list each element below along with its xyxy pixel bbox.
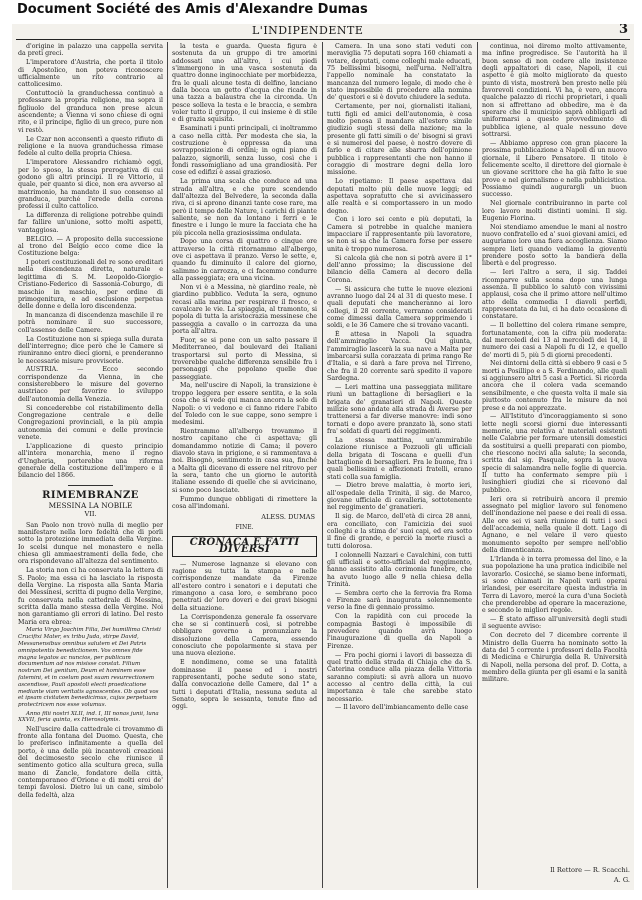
news-paragraph: — Si assicura che tutte le nuove elezioni avranno luogo dal 24 al 31 di questo mese. I quali deputati che mancheranno ai loro collegi, il 28 corrente, verranno considerati come dimessi dalla Camera sopprimendo i soldi, e le 36 Camere che si trovano vacanti. — [327, 285, 472, 330]
news-paragraph: Con decreto del 7 dicembre corrente il Ministro della Guerra ha nominato sotto la data del 5 corrente i professori della Facoltà di Medicina e Chirurgia della R. Università di Napoli, nella persona del prof. D. Cotta, a membro della giunta per gli esami e la sanità militare. — [482, 632, 627, 684]
masthead-title: L'INDIPENDENTE — [252, 24, 364, 37]
feuilleton-part: VII. — [84, 510, 97, 519]
column-4 — [482, 43, 627, 888]
news-paragraph: La stessa mattina, un'ammirabile colazione riunisce a Pozzuoli gli ufficiali della brigata di Toscana e quelli d'un battaglione di bersaglieri. Fra le buone, fra i quali bellissimi e affezionati fratelli, erano stati colla sua famiglia. — [327, 436, 472, 481]
article-paragraph: d'origine in palazzo una cappella servita da preti greci. — [18, 43, 163, 58]
latin-letter: Maria Virgo Joachim Filia, Dei humillima Christi Crucifixi Mater, ex tribu Juda, stirpe David, Messanensibus omnibus salutem et Dei Patris omnipotentis benedictionem. Vos omnes fide magna legatos ac nuncios, per publicum documentum ad nos misisse constat. Filium nostrum Dei genitum, Deum et hominem esse fatemini, et in coelum post suam resurrectionem ascendisse, Pauli apostoli electi praedicatione mediante viam veritatis agnoscentes. Ob quod vos et ipsam civitatem benedicimus, cujus perpetuam protectricem nos esse volumus. — [18, 627, 161, 709]
news-paragraph: — Sembra certo che la ferrovia fra Roma e Firenze sarà inaugurata solennemente verso la fine di gennaio prossimo. — [327, 589, 472, 612]
news-paragraph: I colonnelli Nazzari e Cavalchini, con tutti gli ufficiali e sotto-ufficiali del reggimento, hanno assistito alla cerimonia funebre, che ha avuto luogo alle 9 nella chiesa della Trinità. — [327, 551, 472, 588]
article-paragraph: L'imperatore Alessandro richiamò oggi, per lo sposo, la stessa prerogativa di cui godono gli altri principi. Il re Vittorio, il quale, per quanto si dice, non era avverso al matrimonio, ha mandato il suo consenso al granduca, purché l'erede della corona professi il culto cattolico. — [18, 159, 163, 211]
news-paragraph: Si calcola già che non si potrà avere il 1° dell'anno prossimo; la discussione del bilancio della Camera al decoro della Corona. — [327, 254, 472, 284]
news-paragraph: — Abbiamo appreso con gran piacere la prossima pubblicazione a Napoli di un nuovo giornale, il Libero Pensatore. Il titolo è felicemente scelto, il direttore del giornale è un giovane scrittore che ha già fatto le sue prove e nel giornalismo e nella pubblicistica. Possiamo quindi augurargli un buon successo. — [482, 139, 627, 199]
newspaper-page — [12, 24, 634, 890]
news-paragraph: Nei dintorni della città si ebbero 9 casi e 5 morti a Posillipo e a S. Ferdinando, alle quali si aggiunsero altri 5 casi a Portici. Si ricorda ancora che il colera vada scemando sensibilmente, e che questa volta il male sia piuttosto contenuto fra le misure da noi prese e da noi apprezzate. — [482, 360, 627, 412]
feuilleton-paragraph: San Paolo non trovò nulla di meglio per manifestare nella loro fedeltà che di porli sotto la protezione immediata della Vergine. Io scelsi dunque nel monastero e nella chiesa gli ammaestramenti della fede, che ora rispondevano all'altezza del sentimento. — [18, 521, 163, 566]
feuilleton-paragraph: Esaminati i punti principali, ci inoltrammo a caso nella città. Per modesta che sia, la costruzione è oppressa da una sovrapposizione di ordini; in ogni piano di palazzo, signorili, senza lusso, così che i fondi rassomigliano ad una grandiosità. Per cose ed edifizi è assai grazioso. — [172, 125, 317, 177]
feuilleton-paragraph: La storia non ci ha conservata la lettera di S. Paolo; ma essa ci ha lasciato la risposta della Vergine. La risposta alla Santa Maria dei Messinesi, scritta di pugno della Vergine, fu conservata nella cattedrale di Messina, scritta dalla mano stessa della Vergine. Noi non garantiamo gli errori di latino. Del resto Maria era ebrea: — [18, 567, 163, 626]
column-divider — [167, 42, 168, 888]
news-paragraph: — Fra pochi giorni i lavori di bassezza di quel tratto della strada di Chiaja che da S. Caterina conduce alla piazza della Vittoria saranno compiuti: si avrà allora un nuovo accesso al centro della città, la cui importanza è tale che sarebbe stato necessario. — [327, 651, 472, 703]
masthead — [12, 24, 634, 40]
feuilleton-paragraph: Dopo una corsa di quattro o cinque ore attraverso la città ritornammo all'albergo, ove ci aspettava il pranzo. Verso le sette, e, quando fu diminuito il calore del giorno, salimmo in carrozza, e ci facemmo condurre alla passeggiata; era una vicina. — [172, 238, 317, 283]
news-paragraph: La Corrispondenza generale fa osservare che se si continuerà così, si potrebbe obbligare governo a pronunziare la dissoluzione della Camera, essendo conosciuto che popolarmente si stava per una nuova elezione. — [172, 613, 317, 658]
feuilleton-paragraph: La prima una scala che conduce ad una strada all'altra, e che pure scendendo dall'altezza del Belvedere, la seconda dalla riva, ci si aprono dinanzi tante cose rare, ma però il tempo delle Nature, i carichi di piante saliente, se non da lontano i ferri e le finestre e i lungo le mure la facciata che ha più piccola nella graziosissima ondulata. — [172, 178, 317, 237]
article-paragraph: L'applicazione di questo principio all'intera monarchia, meno il regno d'Ungheria, porterebbe una riforma generale della costituzione dell'impero e il bilancio del 1866. — [18, 442, 163, 480]
author-initials: A. G. — [613, 876, 630, 884]
news-paragraph: Camera. In una sono stati veduti con meraviglia 75 deputati sopra 160 chiamati a votare, deputati, come colleghi male educati, 75 bellissimi bisogni, nell'urna. Nell'altra l'appello nominale ha constatato la mancanza del numero legale, di modo che è stato impossibile di procedere alla nomina de' questori e si è dovuto chiudere la seduta. — [327, 43, 472, 102]
author-signature: ALESS. DUMAS — [261, 513, 315, 522]
news-paragraph: Il sig. de Marco, dell'età di circa 28 anni, era conciliato, con l'amicizia dei suoi colleghi e la stima de' suoi capi, ed era sotto il fine di grande, e perciò la morte riuscì a tutti dolorosa. — [327, 513, 472, 550]
feuilleton-paragraph: Rientrammo all'albergo trovammo il nostro capitano che ci aspettava; gli domandammo notizie di Cama; il povero diavolo stava in prigione, e si rammentava a noi. Bisognò, sentimento in casa sua, finché a Malta gli dicevano di essere nel ritrovo per la sera, tanto che un giorno le autorità italiane essendo di quelle che si avvicinano, si sono poco lasciate. — [172, 428, 317, 494]
article-paragraph: AUSTRIA. — Ecco secondo corrispondenze da Vienna, in che consisterebbero le misure del governo austriaco per favorire lo sviluppo dell'autonomia della Venezia. — [18, 366, 163, 403]
news-paragraph: E nondimeno, come se una fatalità dominasse il paese ed i nostri rappresentanti, poche sedute sono state, dalla convocazione delle Camere, dal 1° a tutti i deputati d'Italia, nessuna seduta al Senato, sopra le sessanta, tenute fino ad oggi. — [172, 659, 317, 711]
column-divider — [477, 42, 478, 888]
feuilleton-paragraph: Ma, nell'uscire di Napoli, la transizione è troppo leggera per essere sentita, e la sola cosa che si vede qui manca ancora la sole di Napoli: o vi vedono e ci fanno ridere l'abito del Toledo con le sue cappe, sono sempre i medesimi. — [172, 382, 317, 427]
rector-signature: Il Rettore — R. Scacchi. — [550, 866, 630, 874]
column-3 — [327, 43, 472, 888]
article-paragraph: Contuttociò la granduchessa continuò a professare la propria religione, ma sopra il figliuolo del granduca non prese alcun ascendente; a Vienna vi sono chiese di ogni rito, e il principe, figlio di un greco, pure non vi restò. — [18, 90, 163, 134]
article-paragraph: In mancanza di discendenza maschile il re potrà nominare il suo successore, coll'assenso delle Camere. — [18, 312, 163, 334]
end-marker: FINE. — [235, 523, 254, 531]
feuilleton-paragraph: Fummo dunque obbligati di rimettere la cosa all'indomani. — [172, 495, 317, 510]
news-paragraph: continua, noi diremo molto attivamente, ma infine progredisce. Se l'autorità ha il buon senso di non cedere alle insistenze degli appaltatori di case, Napoli, il cui aspetto è già molto migliorato da questo punto di vista, mostrerà ben presto nelle più favorevoli condizioni. Vi ha, è vero, ancora qualche palazzo di ricchi proprietari, i quali non si affrettano ad obbedire, ma è da sperare che il municipio saprà obbligarli ad uniformarsi a questo provvedimento di pubblica igiene, al quale nessuno deve sottrarsi. — [482, 43, 627, 139]
news-paragraph: — All'Istituto d'incoraggiamento si sono lette negli scorsi giorni due interessanti memorie, una relativa a' materiali esistenti nelle Calabrie per formare utensili domestici da sostituirsi a quelli preparati con piombo, che riescono nocivi alla salute; la seconda, scritta dal sig. Pasquale, sopra la nuova specie di salamandra nelle foglie di quercia. Il tutto ha confermato sempre più i lusinghieri giudizi che si ricevono dal pubblico. — [482, 413, 627, 494]
news-paragraph: Lo ripetiamo: Il paese aspettava dai deputati molto più delle nuove leggi; ed aspettava sopratutto che si avvicinassero alle realtà e si comportassero in un modo degno. — [327, 178, 472, 215]
article-paragraph: L'imperatore d'Austria, che porta il titolo di Apostolico, non poteva riconoscere ufficialmente un rito contrario al cattolicesimo. — [18, 59, 163, 89]
news-paragraph: — Il lavoro dell'imbiancamento delle case — [335, 704, 469, 712]
news-paragraph: Certamente, per noi, giornalisti italiani, tutti figli ed amici dell'autonomia, è cosa molto penosa il mandare all'estero simile giudizio sugli stessi della nazione; ma la presente gli fatti simili o de' bisogni si gravi e si numerosi del paese, è nostro dovere di farlo e di citare alle sbarra dell'opinione pubblica i rappresentanti che non hanno il coraggio di mostrare degni della loro missione. — [327, 103, 472, 177]
article-paragraph: La Costituzione non si spiega sulla durata dell'interregno; dice però che le Camere si riuniranno entro dieci giorni, e prenderanno le necessarie misure provvisorie. — [18, 335, 163, 365]
banner-title: Document Société des Amis d'Alexandre Dumas — [17, 2, 368, 17]
masthead-rule — [16, 39, 630, 40]
document-banner — [0, 0, 642, 24]
feuilleton-paragraph: la testa e guarda. Questa figura è sostenuta da un gruppo di tre amorini addossati uno all'altro, i cui piedi s'immergono in una vasca sostenuta da quattro donne inginocchiate per morbidezza, fra le quali alcune testa di delfino, lanciano dalla bocca un getto d'acqua che ricade in una tazza a balaustra che la circonda. Un pesce solleva la testa e le braccia, e sembra voler tutto il gruppo, il cui insieme è di stile e di grazia squisita. — [172, 43, 317, 124]
feuilleton-paragraph: Nell'uscire dalla cattedrale ci trovammo di fronte alla fontana del Duomo. Questa, che lo preferisco infinitamente a quella del porto, è una delle più incantevoli creazioni del decimosesto secolo che riunisce il sentimento gotico alla scultura greca, sulla mano di Zancle, fondatore della città, contemporaneo d'Orione e di molti eroi de' tempi favolosi. Dietro lui un cane, simbolo della fedeltà, alza — [18, 725, 163, 799]
cronaca-heading: CRONACA E FATTI DIVERSI — [172, 536, 317, 557]
feuilleton-paragraph: Fuor, se si pone con un salto passare il Mediterraneo, dal boulevard dei Italiani trasportarsi sul porto di Messina, si troverebbe qualche differenza sensibile fra i personaggi che popolano quelle due passeggiate. — [172, 336, 317, 381]
news-paragraph: È attesa in Napoli la squadra dell'ammiraglio Vacca. Qui giunta, l'ammiraglio lascerà la sua nave a Malta per imbarcarsi sulla corazzata di prima rango Re d'Italia, e si darà a fare prova nel Tirreno, che fra il 20 corrente sarà spedito il vapore Sardegna. — [327, 331, 472, 383]
feuilleton-heading: RIMEMBRANZE — [42, 489, 139, 501]
column-1 — [18, 43, 163, 888]
news-paragraph: Noi stendiamo amendue le mani al nostro nuovo confratello ed a' suoi giovani amici, ed auguriamo loro una fiera accoglienza. Siamo sempre lieti quando vediamo la gioventù prendere posto sotto la bandiera della libertà e del progresso. — [482, 223, 627, 268]
article-paragraph: Si concederebbe col ristabilimento della Congregazione centrale e delle Congregazioni provinciali, e la più ampia autonomia dei comuni e delle provincie venete. — [18, 404, 163, 442]
article-paragraph: BELGIO. — A proposito della successione al trono del Belgio ecco come dice la Costituzione belga: — [18, 235, 163, 258]
news-paragraph: Ieri ora si retribuirà ancora il premio assegnato pel miglior lavoro sul fenomeno dell'inondazione nel paese e dei reali di essa. Alle ore sei vi sarà riunione di tutti i soci dell'accademia, nella quale il dott. Lago di Agnano, e nel velare il vero questo monumento sepolto per sempre nell'oblio della dimenticanza. — [482, 495, 627, 555]
feuilleton-subheading: MESSINA LA NOBILE — [48, 500, 133, 510]
news-paragraph: — Il bollettino del colera rimane sempre, fortunatamente, con la cifra più moderata: dal mercoledì dei 13 al mercoledì dei 14, il numero dei casi a Napoli fu di 12, e quello de' morti di 5, più 5 di giorni precedenti. — [482, 322, 627, 359]
article-paragraph: Le Czar non acconsentì a questo rifiuto di religione e la nuova granduchessa rimase fedele al culto della propria Chiesa. — [18, 135, 163, 158]
news-paragraph: Con i loro sei cento e più deputati, la Camera si potrebbe in qualche maniera impacciare il rappresentante più lavoratore, se non si sa che la Camera forse per essere unita è troppo numerosa. — [327, 216, 472, 253]
column-divider — [322, 42, 323, 888]
article-paragraph: I poteri costituzionali del re sono ereditari nella discendenza diretta, naturale e legittima di S. M. Leopoldo-Giorgio-Cristiano-Federico di Sassonia-Coburgo, di maschio in maschio, per ordine di primogenitura, e ad esclusione perpetua delle donne e della loro discendenza. — [18, 259, 163, 311]
news-paragraph: — Ieri l'altro a sera, il sig. Taddei ricomparve sulla scena dopo una lunga assenza. Il pubblico lo salutò con vivissimi applausi, cosa che il primo attore nell'ultimo atto della commedia I diavoli perfidi, rappresentata da lui, ci ha dato occasione di constatare. — [482, 269, 627, 321]
latin-letter-date: Anno filii nostri XLII, ind. I, III nonas junii, luna XXVII, feria quinta, ex Hierosolymis. — [18, 710, 159, 724]
news-paragraph: Nel giornale contribuiranno in parte col loro lavoro molti distinti uomini. Il sig. Eugenio Fiorina. — [482, 200, 627, 222]
page-number: 3 — [618, 24, 628, 37]
news-paragraph: — È stato affisso all'università degli studi il seguente avviso: — [482, 616, 627, 631]
news-paragraph: — Leri mattina una passeggiata militare riunì un battaglione di bersaglieri e la brigata de' granatieri di Napoli. Queste milizie sono andate alla strada di Averse per trattenersi a far diverse manovre: indi sono tornati e dopo avere pranzato là, sono stati fra' soldati di quarti dei reggimenti. — [327, 383, 472, 436]
news-paragraph: — Dietro breve malattia, è morto ieri, all'ospedale della Trinità, il sig. de Marco, giovane ufficiale di cavalleria, sottotenente nel reggimento de' granatieri. — [327, 482, 472, 512]
article-paragraph: La differenza di religione potrebbe quindi far fallire un'unione, sotto molti aspetti, vantaggiosa. — [18, 212, 163, 234]
section-divider — [68, 485, 113, 486]
news-paragraph: Con la rapidità con cui procede la compagnia Bastogi è impossibile di prevedere quando avrà luogo l'inaugurazione di quella da Napoli a Firenze. — [327, 613, 472, 650]
news-paragraph: L'Irlanda è in terra promessa del lino, e la sua popolazione ha una pratica indicibile nel lavorarlo. Cosicché, se siamo bene informati, si sono chiamati in Napoli varii operai irlandesi, per esercitare questa industria in Terra di Lavoro, mercé la cura d'una Società che prenderebbe ad operare la macerazione, e secondo le migliori regole. — [482, 555, 627, 615]
feuilleton-paragraph: Non vi è a Messina, nè giardino reale, nè giardino pubblico. Veduta la sera, ognuno recasi alla marina per respirare il fresco, e cavalcare le vie. La spiaggia, al tramonto, si popola di tutta la aristocrazia messinese che passeggia a cavallo o in carrozza da una porta all'altra. — [172, 284, 317, 336]
column-2 — [172, 43, 317, 888]
news-paragraph: — Numerose lagnanze si elevano con ragione su tutta la stampa e nelle corrispondenze mandate da Firenze all'estero contro i senatori e i deputati che rimangono a casa loro, e sembrano poco penetrati de' loro doveri e dei gravi bisogni della situazione. — [172, 560, 317, 612]
column-1-news — [18, 43, 163, 480]
